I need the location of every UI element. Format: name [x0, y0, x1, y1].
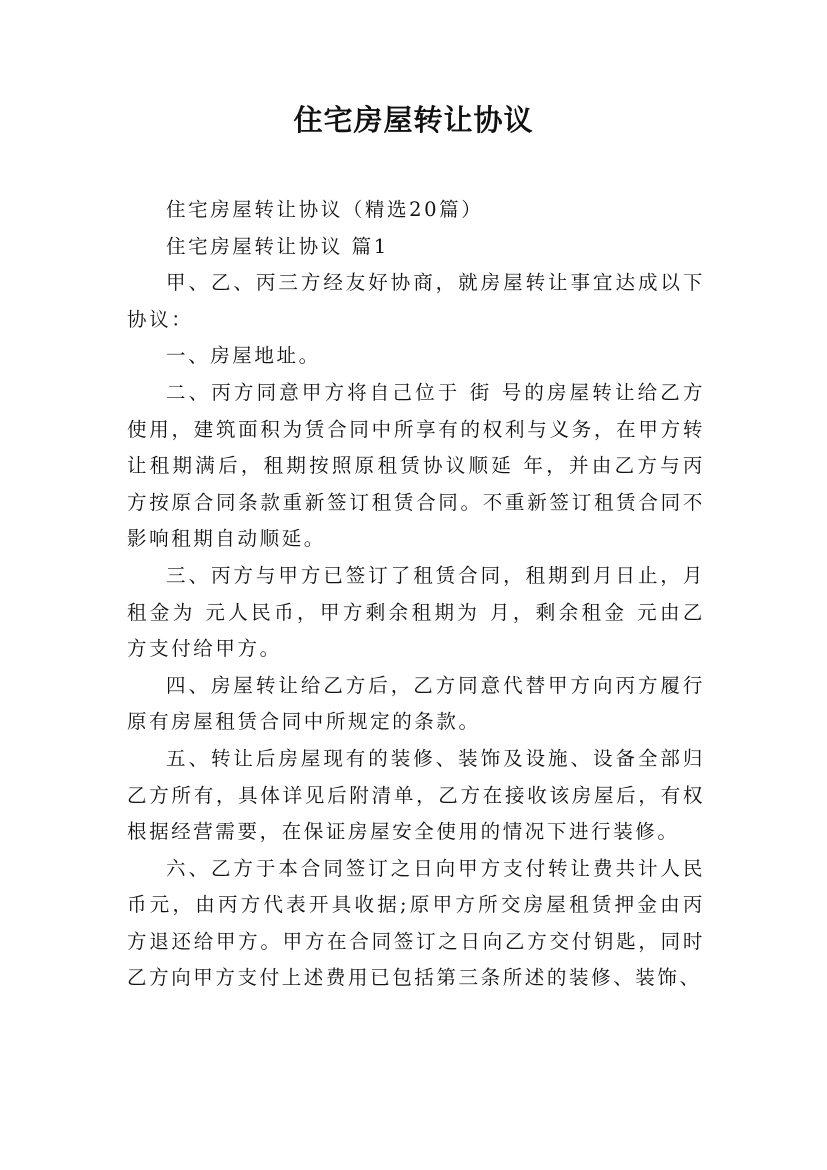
paragraph-clause-4: 四、房屋转让给乙方后，乙方同意代替甲方向丙方履行原有房屋租赁合同中所规定的条款。	[127, 673, 705, 734]
document-title: 住宅房屋转让协议	[293, 103, 534, 137]
paragraph-section-heading: 住宅房屋转让协议 篇1	[166, 234, 389, 258]
paragraph-clause-6: 六、乙方于本合同签订之日向甲方支付转让费共计人民币元，由丙方代表开具收据;原甲方所交房屋租赁押金由丙方退还给甲方。甲方在合同签订之日向乙方交付钥匙，同时乙方向甲方支付上述费用已包括第三条所述的装修、装饰、	[127, 856, 705, 990]
paragraph-clause-5: 五、转让后房屋现有的装修、装饰及设施、设备全部归乙方所有，具体详见后附清单，乙方在接收该房屋后，有权根据经营需要，在保证房屋安全使用的情况下进行装修。	[127, 746, 705, 844]
paragraph-intro: 甲、乙、丙三方经友好协商，就房屋转让事宜达成以下协议：	[127, 271, 705, 331]
paragraph-subtitle: 住宅房屋转让协议（精选20篇）	[166, 198, 484, 221]
paragraph-clause-2: 二、丙方同意甲方将自己位于 街 号的房屋转让给乙方使用，建筑面积为赁合同中所享有的权利与义务，在甲方转让租期满后，租期按照原租赁协议顺延 年，并由乙方与丙方按原合同条款重新签订租赁合同。不重新签订租赁合同不影响租期自动顺延。	[127, 380, 705, 551]
paragraph-clause-3: 三、丙方与甲方已签订了租赁合同，租期到月日止，月租金为 元人民币，甲方剩余租期为 月，剩余租金 元由乙方支付给甲方。	[127, 563, 705, 661]
document-body	[127, 192, 705, 997]
paragraph-clause-1: 一、房屋地址。	[166, 344, 321, 368]
